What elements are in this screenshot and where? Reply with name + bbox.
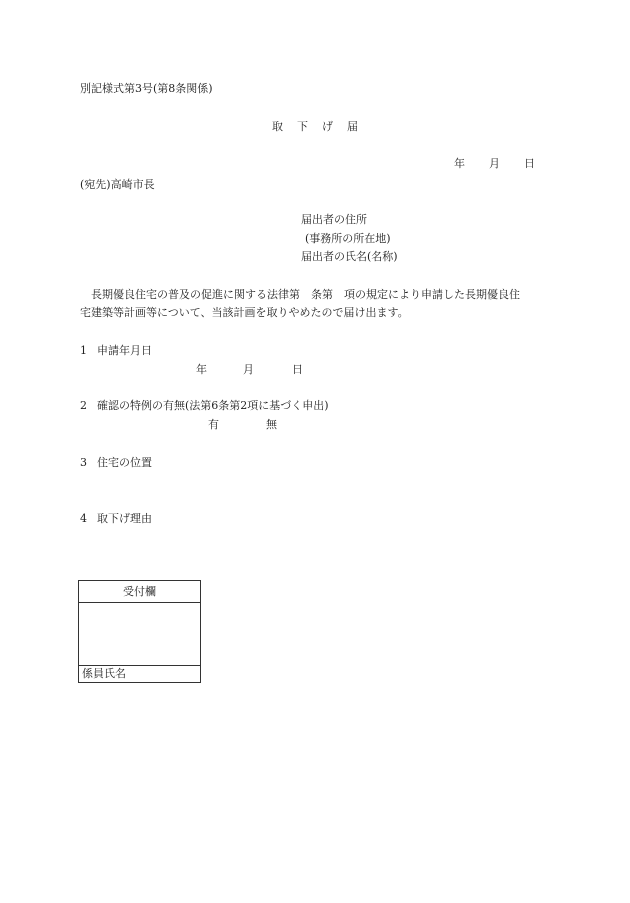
item-label: 申請年月日 [97,344,152,357]
item-withdrawal-reason-heading [80,513,152,524]
reception-stamp-area [79,603,200,666]
date-year-label: 年 [454,157,465,170]
item-number: 2 [80,399,87,412]
application-date-field [196,364,303,375]
title-char: 届 [347,120,358,133]
addressee: (宛先)高崎市長 [80,178,155,191]
staff-name-label: 係員氏名 [82,667,126,680]
body-paragraph [80,286,550,322]
body-line: 長期優良住宅の普及の促進に関する法律第 条第 項の規定により申請した長期優良住 [91,288,520,301]
special-exception-options [208,419,277,430]
item-number: 4 [80,512,87,525]
item-number: 1 [80,344,87,357]
date-day-label: 日 [524,157,535,170]
document-title [272,121,358,132]
reception-header: 受付欄 [79,581,200,603]
submitter-office-label: (事務所の所在地) [305,232,391,245]
title-char: 取 [272,120,283,133]
title-char: 下 [297,120,308,133]
item-label: 確認の特例の有無(法第6条第2項に基づく申出) [97,399,329,412]
body-line: 宅建築等計画等について、当該計画を取りやめたので届け出ます。 [80,306,409,319]
item-application-date-heading [80,345,152,356]
submitter-name-label: 届出者の氏名(名称) [301,250,398,263]
option-yes: 有 [208,418,219,431]
submission-date-line [454,158,535,169]
submitter-address-label: 届出者の住所 [301,213,367,226]
date-year-label: 年 [196,363,207,376]
title-char: げ [322,120,333,133]
option-no: 無 [266,418,277,431]
item-special-exception-heading [80,400,329,411]
item-label: 住宅の位置 [97,456,152,469]
item-house-location-heading [80,457,152,468]
item-number: 3 [80,456,87,469]
item-label: 取下げ理由 [97,512,152,525]
date-day-label: 日 [292,363,303,376]
form-number: 別記様式第3号(第8条関係) [80,82,213,95]
reception-box [78,580,201,683]
date-month-label: 月 [243,363,254,376]
date-month-label: 月 [489,157,500,170]
